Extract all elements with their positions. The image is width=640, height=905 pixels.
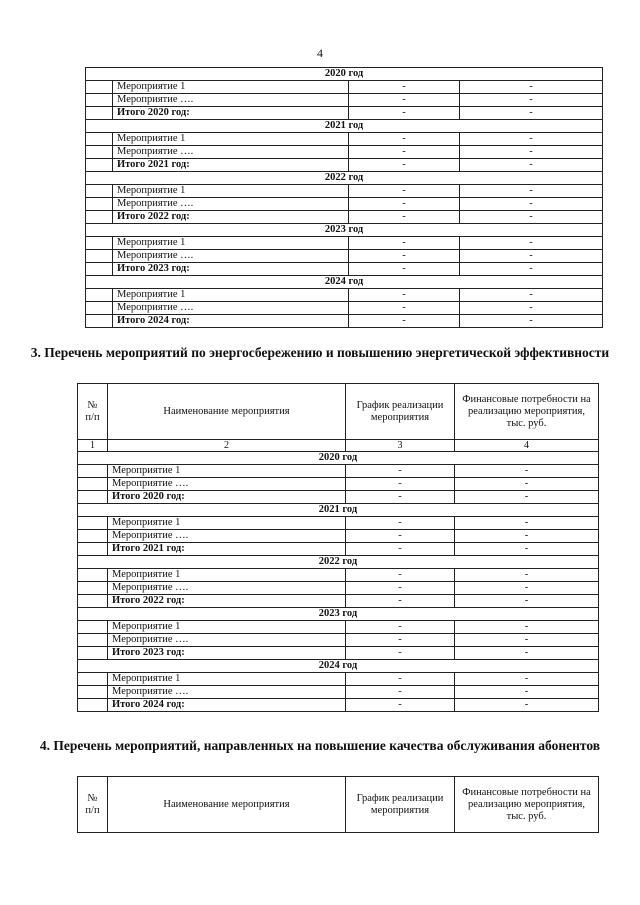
num-cell	[86, 289, 113, 302]
activity-name: Мероприятие 1	[108, 465, 346, 478]
schedule-cell: -	[346, 595, 455, 608]
year-heading: 2021 год	[86, 120, 603, 133]
col-number: 3	[346, 440, 455, 452]
year-heading: 2023 год	[86, 224, 603, 237]
schedule-cell: -	[349, 315, 460, 328]
table-row	[86, 237, 603, 250]
finance-cell: -	[455, 517, 599, 530]
year-heading: 2022 год	[86, 172, 603, 185]
header-name: Наименование мероприятия	[108, 384, 346, 440]
schedule-cell: -	[346, 686, 455, 699]
total-row	[78, 543, 599, 556]
activity-name: Мероприятие ….	[108, 478, 346, 491]
finance-cell: -	[455, 478, 599, 491]
finance-cell: -	[455, 543, 599, 556]
finance-cell: -	[460, 133, 603, 146]
num-cell	[78, 699, 108, 712]
schedule-cell: -	[349, 198, 460, 211]
activity-name: Итого 2023 год:	[113, 263, 349, 276]
num-cell	[86, 133, 113, 146]
num-cell	[86, 94, 113, 107]
finance-cell: -	[460, 81, 603, 94]
table-header-row	[78, 777, 599, 833]
table-energy-saving-body	[78, 452, 599, 712]
finance-cell: -	[455, 699, 599, 712]
year-row	[86, 224, 603, 237]
header-num: № п/п	[78, 384, 108, 440]
num-cell	[78, 543, 108, 556]
num-cell	[86, 107, 113, 120]
activity-name: Итого 2022 год:	[113, 211, 349, 224]
table-row	[78, 478, 599, 491]
year-heading: 2024 год	[86, 276, 603, 289]
num-cell	[78, 595, 108, 608]
schedule-cell: -	[346, 478, 455, 491]
finance-cell: -	[460, 263, 603, 276]
activity-name: Мероприятие ….	[113, 250, 349, 263]
num-cell	[78, 686, 108, 699]
total-row	[86, 263, 603, 276]
finance-cell: -	[455, 582, 599, 595]
schedule-cell: -	[346, 647, 455, 660]
schedule-cell: -	[346, 491, 455, 504]
year-row	[78, 608, 599, 621]
num-cell	[86, 250, 113, 263]
activity-name: Мероприятие ….	[113, 146, 349, 159]
table-header-row	[78, 384, 599, 440]
activity-name: Мероприятие 1	[108, 569, 346, 582]
schedule-cell: -	[349, 94, 460, 107]
finance-cell: -	[460, 107, 603, 120]
table-row	[78, 634, 599, 647]
num-cell	[86, 302, 113, 315]
activity-name: Итого 2021 год:	[113, 159, 349, 172]
section-3-title: 3. Перечень мероприятий по энергосбережению и повышению энергетической эффективности	[30, 345, 610, 360]
activity-name: Итого 2022 год:	[108, 595, 346, 608]
table-row	[86, 198, 603, 211]
schedule-cell: -	[349, 237, 460, 250]
schedule-cell: -	[349, 159, 460, 172]
table-energy-saving	[77, 383, 599, 712]
activity-name: Итого 2021 год:	[108, 543, 346, 556]
num-cell	[78, 517, 108, 530]
num-cell	[78, 478, 108, 491]
activity-name: Мероприятие 1	[113, 185, 349, 198]
table-row	[86, 250, 603, 263]
activity-name: Мероприятие 1	[113, 237, 349, 250]
num-cell	[86, 211, 113, 224]
table-row	[78, 530, 599, 543]
col-number: 1	[78, 440, 108, 452]
table-row	[86, 133, 603, 146]
schedule-cell: -	[349, 133, 460, 146]
num-cell	[86, 237, 113, 250]
activity-name: Мероприятие 1	[113, 289, 349, 302]
num-cell	[86, 81, 113, 94]
header-num: № п/п	[78, 777, 108, 833]
activity-name: Мероприятие ….	[108, 686, 346, 699]
year-row	[86, 68, 603, 81]
finance-cell: -	[455, 686, 599, 699]
schedule-cell: -	[346, 673, 455, 686]
year-row	[78, 452, 599, 465]
num-cell	[78, 621, 108, 634]
finance-cell: -	[455, 595, 599, 608]
activity-name: Мероприятие ….	[108, 530, 346, 543]
finance-cell: -	[455, 673, 599, 686]
schedule-cell: -	[349, 250, 460, 263]
num-cell	[86, 315, 113, 328]
year-heading: 2024 год	[78, 660, 599, 673]
schedule-cell: -	[346, 699, 455, 712]
num-cell	[78, 569, 108, 582]
table-service-quality	[77, 776, 599, 833]
year-heading: 2023 год	[78, 608, 599, 621]
schedule-cell: -	[349, 185, 460, 198]
table-row	[86, 185, 603, 198]
total-row	[78, 595, 599, 608]
finance-cell: -	[460, 94, 603, 107]
num-cell	[86, 198, 113, 211]
schedule-cell: -	[346, 621, 455, 634]
activity-name: Мероприятие 1	[108, 517, 346, 530]
year-row	[86, 120, 603, 133]
year-row	[86, 172, 603, 185]
year-row	[78, 556, 599, 569]
finance-cell: -	[460, 159, 603, 172]
page-number: 4	[317, 46, 323, 60]
finance-cell: -	[460, 198, 603, 211]
schedule-cell: -	[349, 263, 460, 276]
table-row	[86, 94, 603, 107]
finance-cell: -	[460, 185, 603, 198]
schedule-cell: -	[349, 146, 460, 159]
schedule-cell: -	[346, 582, 455, 595]
finance-cell: -	[455, 647, 599, 660]
section-4-title: 4. Перечень мероприятий, направленных на повышение качества обслуживания абонентов	[39, 738, 601, 753]
table-row	[78, 673, 599, 686]
finance-cell: -	[455, 491, 599, 504]
activity-name: Итого 2024 год:	[113, 315, 349, 328]
finance-cell: -	[460, 302, 603, 315]
table-row	[78, 582, 599, 595]
year-row	[78, 660, 599, 673]
activity-name: Итого 2020 год:	[113, 107, 349, 120]
year-heading: 2020 год	[86, 68, 603, 81]
year-row	[86, 276, 603, 289]
schedule-cell: -	[349, 289, 460, 302]
total-row	[86, 107, 603, 120]
table-row	[78, 621, 599, 634]
num-cell	[78, 530, 108, 543]
table-row	[78, 517, 599, 530]
table-row	[86, 302, 603, 315]
column-number-row	[78, 440, 599, 452]
schedule-cell: -	[346, 517, 455, 530]
num-cell	[78, 491, 108, 504]
activity-name: Мероприятие ….	[113, 94, 349, 107]
year-heading: 2022 год	[78, 556, 599, 569]
table-continued	[85, 67, 603, 328]
num-cell	[78, 582, 108, 595]
finance-cell: -	[460, 289, 603, 302]
activity-name: Мероприятие 1	[113, 81, 349, 94]
finance-cell: -	[460, 211, 603, 224]
schedule-cell: -	[349, 211, 460, 224]
finance-cell: -	[455, 621, 599, 634]
num-cell	[86, 185, 113, 198]
table-row	[86, 146, 603, 159]
total-row	[78, 699, 599, 712]
activity-name: Итого 2020 год:	[108, 491, 346, 504]
activity-name: Мероприятие 1	[108, 673, 346, 686]
year-heading: 2021 год	[78, 504, 599, 517]
total-row	[78, 491, 599, 504]
activity-name: Итого 2024 год:	[108, 699, 346, 712]
col-number: 2	[108, 440, 346, 452]
activity-name: Мероприятие ….	[108, 634, 346, 647]
schedule-cell: -	[349, 81, 460, 94]
finance-cell: -	[460, 315, 603, 328]
finance-cell: -	[455, 634, 599, 647]
activity-name: Мероприятие 1	[113, 133, 349, 146]
num-cell	[78, 465, 108, 478]
num-cell	[78, 673, 108, 686]
table-row	[78, 686, 599, 699]
schedule-cell: -	[346, 634, 455, 647]
table-continued-body	[86, 68, 603, 328]
num-cell	[78, 647, 108, 660]
activity-name: Мероприятие ….	[108, 582, 346, 595]
col-number: 4	[455, 440, 599, 452]
num-cell	[86, 146, 113, 159]
table-row	[78, 465, 599, 478]
finance-cell: -	[460, 237, 603, 250]
year-heading: 2020 год	[78, 452, 599, 465]
header-finance: Финансовые потребности на реализацию мероприятия, тыс. руб.	[455, 384, 599, 440]
activity-name: Итого 2023 год:	[108, 647, 346, 660]
finance-cell: -	[455, 465, 599, 478]
schedule-cell: -	[346, 569, 455, 582]
header-schedule: График реализации мероприятия	[346, 384, 455, 440]
table-row	[86, 289, 603, 302]
num-cell	[86, 159, 113, 172]
activity-name: Мероприятие ….	[113, 198, 349, 211]
finance-cell: -	[455, 530, 599, 543]
total-row	[86, 159, 603, 172]
year-row	[78, 504, 599, 517]
finance-cell: -	[455, 569, 599, 582]
finance-cell: -	[460, 250, 603, 263]
activity-name: Мероприятие 1	[108, 621, 346, 634]
total-row	[86, 315, 603, 328]
schedule-cell: -	[349, 302, 460, 315]
schedule-cell: -	[346, 530, 455, 543]
activity-name: Мероприятие ….	[113, 302, 349, 315]
table-row	[78, 569, 599, 582]
schedule-cell: -	[346, 543, 455, 556]
schedule-cell: -	[349, 107, 460, 120]
num-cell	[78, 634, 108, 647]
num-cell	[86, 263, 113, 276]
table-row	[86, 81, 603, 94]
finance-cell: -	[460, 146, 603, 159]
header-name: Наименование мероприятия	[108, 777, 346, 833]
header-schedule: График реализации мероприятия	[346, 777, 455, 833]
schedule-cell: -	[346, 465, 455, 478]
total-row	[78, 647, 599, 660]
header-finance: Финансовые потребности на реализацию мероприятия, тыс. руб.	[455, 777, 599, 833]
total-row	[86, 211, 603, 224]
